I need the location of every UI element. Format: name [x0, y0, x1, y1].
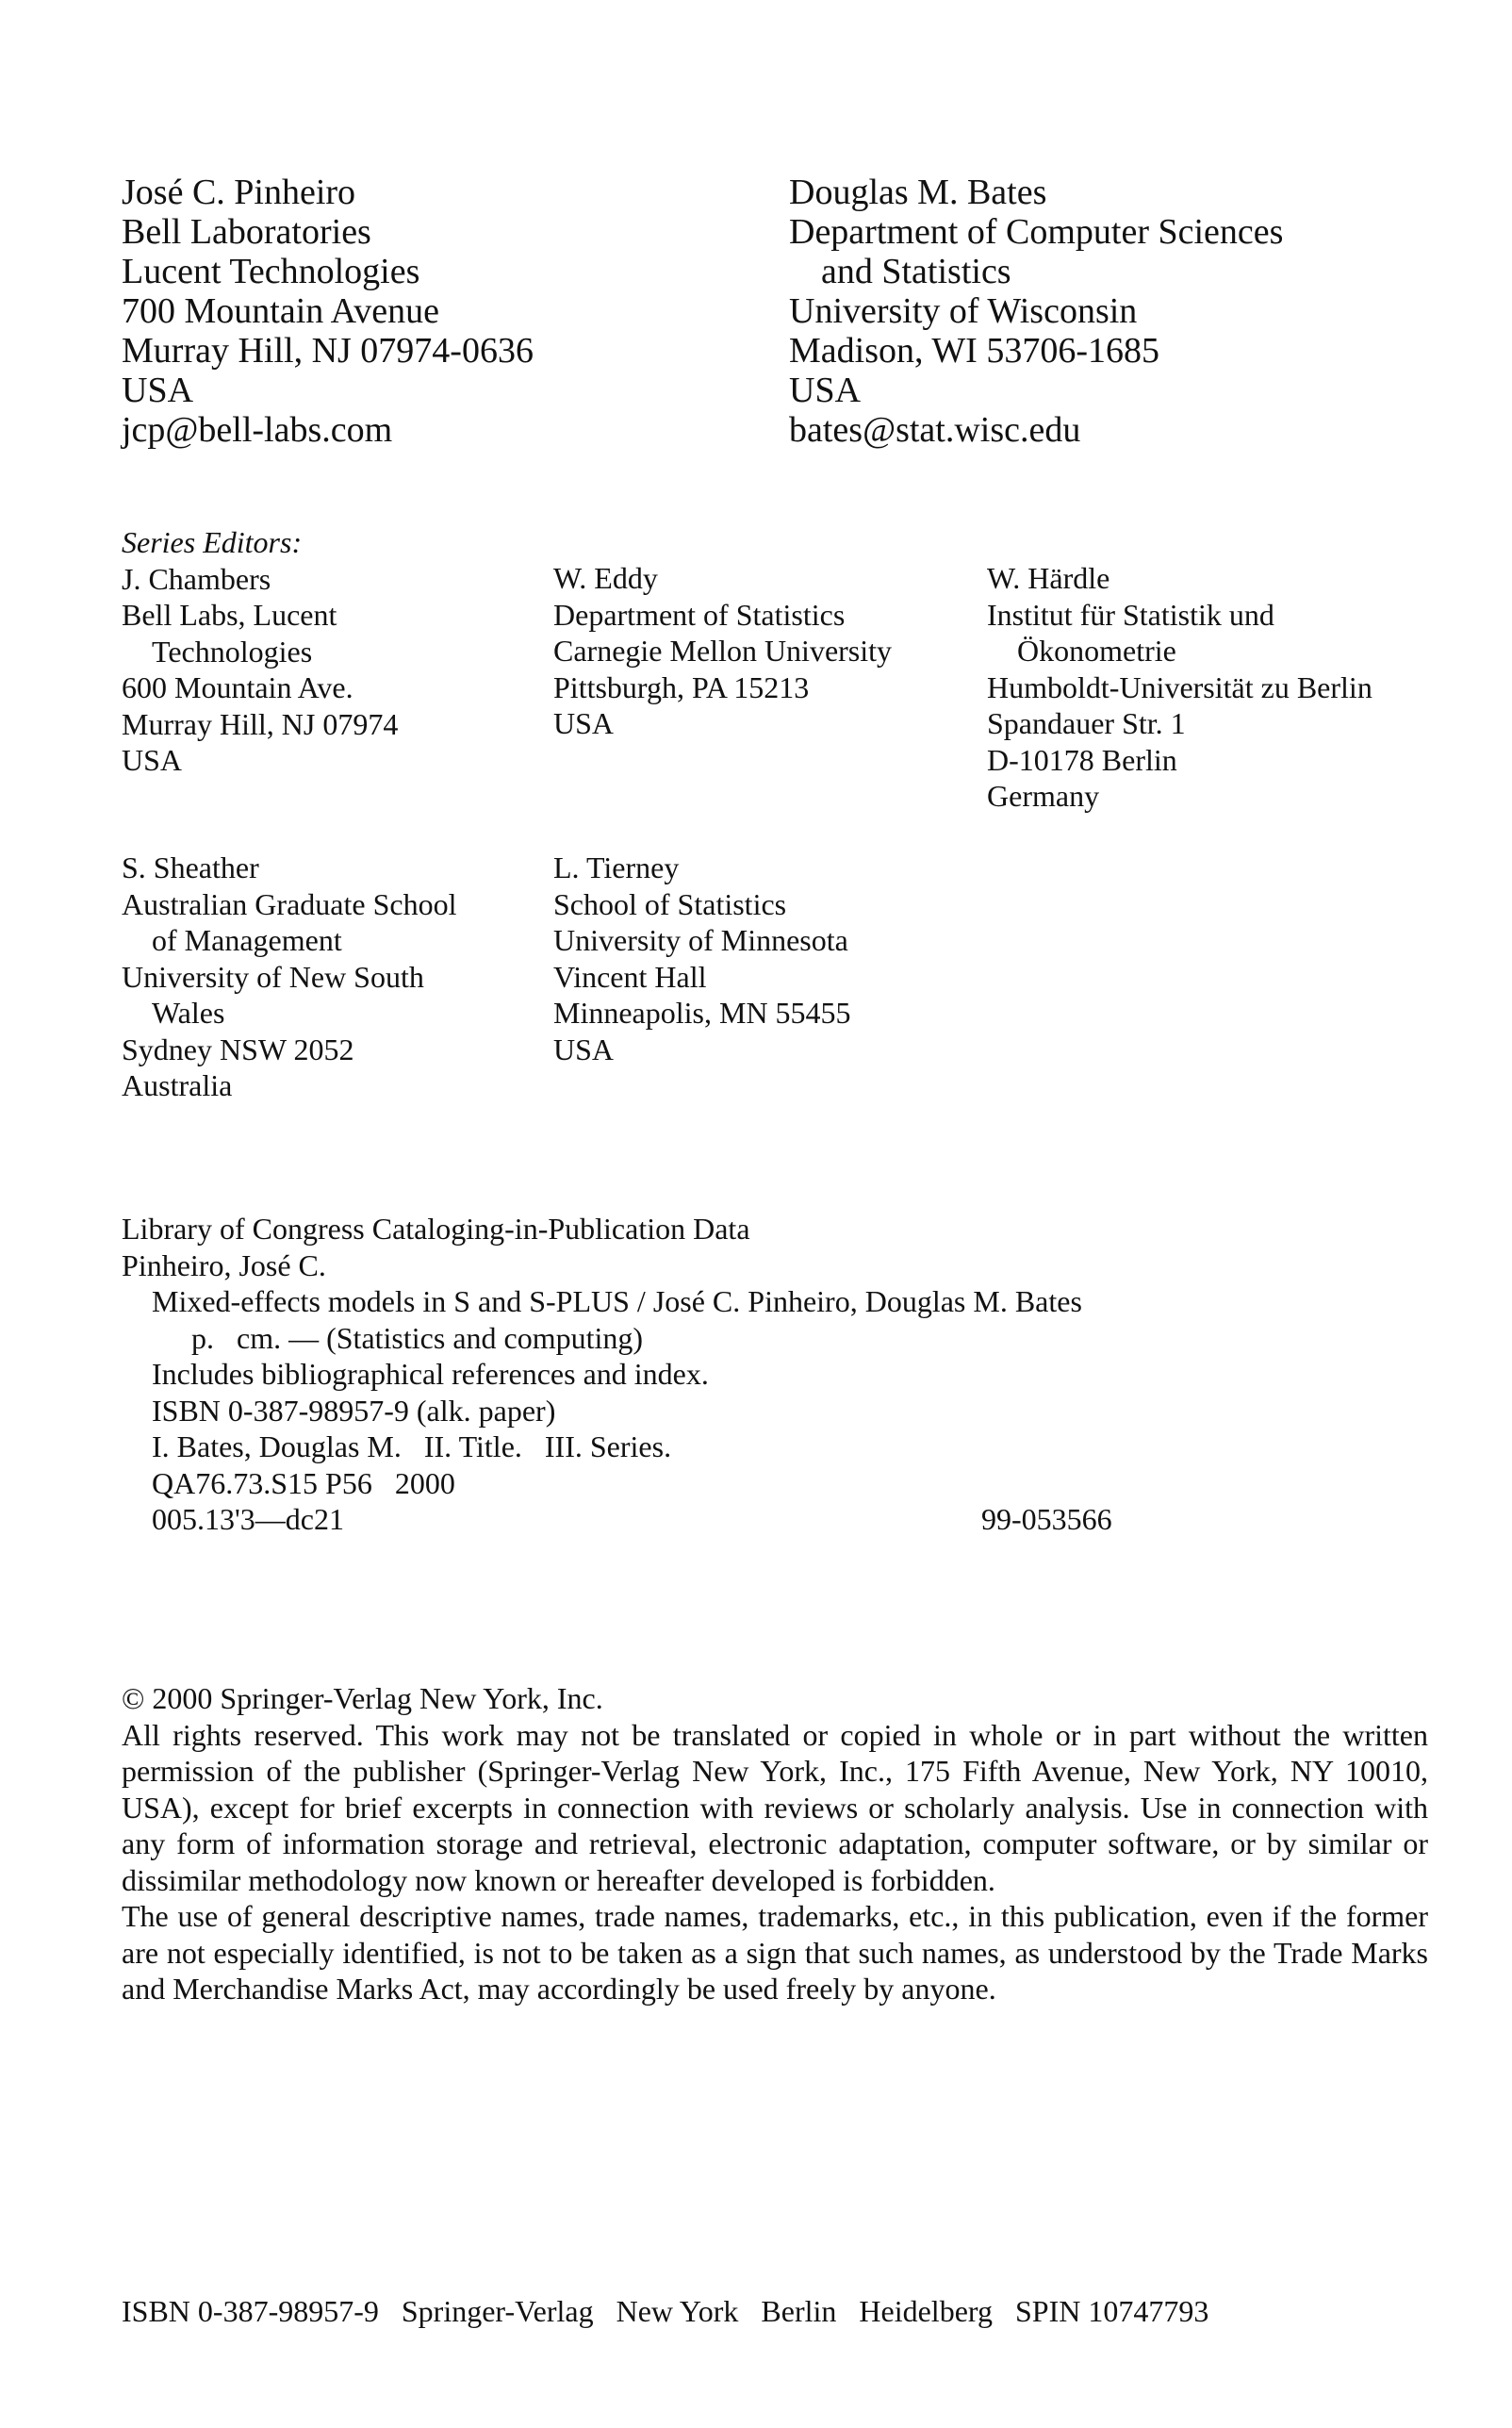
imprint-city: Berlin	[761, 2294, 837, 2328]
editor-name: W. Eddy	[553, 561, 658, 595]
editor-name: J. Chambers	[122, 561, 271, 596]
copyright-rights: All rights reserved. This work may not be translated or copied in whole or in part without the written permission of the publisher (Springer-Verlag New York, Inc., 175 Fifth Avenue, New York, NY 10010, USA), except for brief excerpts in connection with reviews or scholarly analysis. Use in connection with any form of information storage and retrieval, electronic adaptation, computer software, or by similar or dissimilar methodology now known or hereafter developed is forbidden.	[122, 1717, 1428, 1897]
cip-dewey-row	[122, 1501, 1112, 1538]
series-editor-tierney	[553, 850, 851, 1067]
editor-country: USA	[553, 1032, 615, 1066]
cip-data	[122, 1211, 1112, 1538]
author-address-bates	[789, 173, 1283, 450]
editor-city: Pittsburgh, PA 15213	[553, 669, 810, 704]
editor-affiliation: Wales	[152, 996, 225, 1030]
editor-country: Australia	[122, 1068, 233, 1102]
author-country: USA	[789, 371, 862, 410]
editor-name: S. Sheather	[122, 851, 259, 884]
cip-physical: p. cm. — (Statistics and computing)	[191, 1320, 644, 1355]
cip-notes: Includes bibliographical references and index.	[152, 1357, 709, 1391]
author-affiliation: Lucent Technologies	[122, 252, 420, 291]
series-editor-hardle	[987, 560, 1372, 815]
copyright-notice: © 2000 Springer-Verlag New York, Inc.	[122, 1681, 603, 1715]
imprint-isbn: ISBN 0-387-98957-9	[122, 2294, 379, 2328]
editor-street: 600 Mountain Ave.	[122, 670, 353, 704]
editor-name: W. Härdle	[987, 561, 1110, 595]
editor-affiliation: Australian Graduate School	[122, 886, 457, 921]
editor-street: Spandauer Str. 1	[987, 706, 1186, 740]
editor-affiliation: of Management	[152, 923, 342, 957]
editor-country: USA	[553, 706, 615, 740]
imprint-spin: SPIN 10747793	[1014, 2294, 1209, 2328]
series-editor-chambers	[122, 524, 398, 779]
cip-isbn: ISBN 0-387-98957-9 (alk. paper)	[152, 1393, 556, 1428]
imprint-publisher: Springer-Verlag	[401, 2294, 594, 2328]
editor-country: Germany	[987, 779, 1100, 813]
editor-affiliation: Carnegie Mellon University	[553, 634, 893, 668]
editor-affiliation: School of Statistics	[553, 886, 787, 921]
editor-affiliation: University of Minnesota	[553, 923, 848, 957]
cip-lc-call-number: QA76.73.S15 P56 2000	[152, 1465, 455, 1500]
author-name: José C. Pinheiro	[122, 173, 356, 212]
author-affiliation: and Statistics	[821, 252, 1011, 291]
imprint-line	[122, 2293, 1224, 2329]
editor-country: USA	[122, 743, 183, 777]
imprint-city: New York	[616, 2294, 739, 2328]
author-country: USA	[122, 371, 194, 410]
author-city: Murray Hill, NJ 07974-0636	[122, 331, 534, 371]
imprint-city: Heidelberg	[859, 2294, 993, 2328]
editor-affiliation: Department of Statistics	[553, 597, 846, 632]
editor-city: D-10178 Berlin	[987, 742, 1177, 777]
cip-lccn: 99-053566	[981, 1502, 1112, 1536]
series-editors-label: Series Editors:	[122, 525, 303, 559]
cip-heading: Library of Congress Cataloging-in-Publication Data	[122, 1212, 750, 1246]
editor-city: Murray Hill, NJ 07974	[122, 706, 399, 741]
cip-title: Mixed-effects models in S and S-PLUS / José C. Pinheiro, Douglas M. Bates	[152, 1284, 1082, 1318]
editor-affiliation: Technologies	[152, 634, 313, 669]
author-email: bates@stat.wisc.edu	[789, 410, 1081, 450]
author-address-pinheiro	[122, 173, 534, 450]
author-affiliation: Department of Computer Sciences	[789, 212, 1284, 252]
editor-affiliation: Humboldt-Universität zu Berlin	[987, 669, 1372, 704]
author-name: Douglas M. Bates	[789, 173, 1047, 212]
copyright-trademarks: The use of general descriptive names, trade names, trademarks, etc., in this publication, even if the former are not especially identified, is not to be taken as a sign that such names, as understood by the Trade Marks and Merchandise Marks Act, may accordingly be used freely by anyone.	[122, 1899, 1428, 2006]
cip-dewey: 005.13'3—dc21	[152, 1502, 344, 1536]
author-affiliation: Bell Laboratories	[122, 212, 371, 252]
series-editor-eddy	[553, 560, 892, 742]
editor-street: Vincent Hall	[553, 959, 707, 994]
editor-affiliation: University of New South	[122, 959, 424, 994]
author-affiliation: University of Wisconsin	[789, 291, 1138, 331]
editor-affiliation: Ökonometrie	[1017, 634, 1176, 668]
editor-name: L. Tierney	[553, 851, 680, 884]
cip-author: Pinheiro, José C.	[122, 1247, 326, 1282]
editor-affiliation: Institut für Statistik und	[987, 597, 1274, 632]
series-editor-sheather	[122, 850, 456, 1104]
editor-city: Minneapolis, MN 55455	[553, 996, 851, 1030]
cip-tracings: I. Bates, Douglas M. II. Title. III. Series.	[152, 1429, 672, 1463]
editor-affiliation: Bell Labs, Lucent	[122, 598, 337, 632]
author-email: jcp@bell-labs.com	[122, 410, 393, 450]
author-city: Madison, WI 53706-1685	[789, 331, 1159, 371]
editor-city: Sydney NSW 2052	[122, 1032, 354, 1066]
author-street: 700 Mountain Avenue	[122, 291, 440, 331]
copyright-block	[122, 1680, 1428, 2007]
